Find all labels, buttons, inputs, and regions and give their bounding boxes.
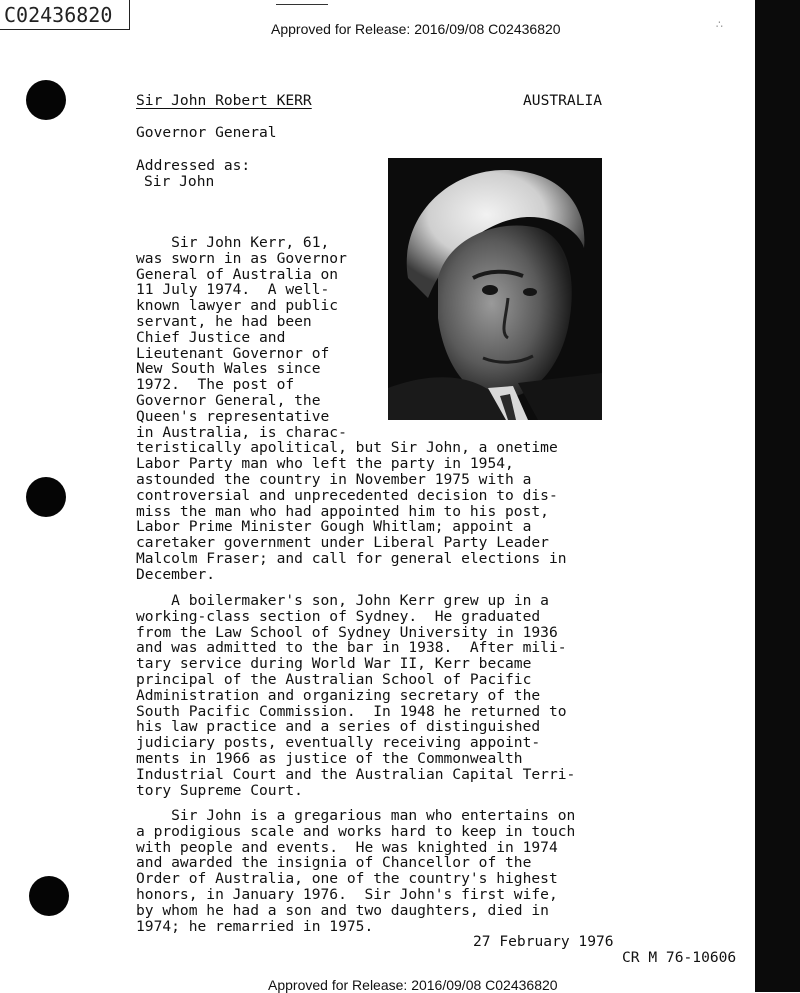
punch-hole-icon [26,80,66,120]
document-reference: CR M 76-10606 [622,949,737,966]
text-line: Malcolm Fraser; and call for general elections in [136,549,567,567]
text-line: with people and events. He was knighted in 1974 [136,838,558,856]
punch-hole-icon [29,876,69,916]
text-line: Industrial Court and the Australian Capital Terri- [136,765,576,783]
text-line: teristically apolitical, but Sir John, a onetime [136,439,558,457]
text-line: Order of Australia, one of the country's highest [136,870,558,888]
text-line: by whom he had a son and two daughters, died in [136,901,549,919]
paragraph-2 [136,593,575,798]
text-line: honors, in January 1976. Sir John's first wife, [136,885,558,903]
text-line: Labor Party man who left the party in 1954, [136,455,514,473]
text-line: ments in 1966 as justice of the Commonwealth [136,749,523,767]
text-line: servant, he had been [136,312,312,330]
text-line: A boilermaker's son, John Kerr grew up in a [136,592,549,609]
scan-mark: ∴ [716,18,723,31]
text-line: astounded the country in November 1975 with a [136,470,532,488]
release-stamp-top: Approved for Release: 2016/09/08 C02436820 [271,21,561,37]
release-stamp-bottom: Approved for Release: 2016/09/08 C02436820 [268,977,558,993]
addressed-as-label: Addressed as: [136,157,251,174]
top-rule [276,4,328,5]
text-line: known lawyer and public [136,297,339,315]
text-line: controversial and unprecedented decision to dis- [136,486,558,504]
document-date: 27 February 1976 [473,933,614,950]
text-line: his law practice and a series of distinguished [136,718,541,736]
text-line: and was admitted to the bar in 1938. After mili- [136,639,567,657]
text-line: tary service during World War II, Kerr became [136,655,532,673]
punch-hole-icon [26,477,66,517]
text-line: was sworn in as Governor [136,249,347,267]
text-line: Administration and organizing secretary of the [136,686,541,704]
text-line: 1974; he remarried in 1975. [136,917,374,935]
text-line: in Australia, is charac- [136,423,347,441]
text-line: General of Australia on [136,265,339,283]
subject-position: Governor General [136,124,277,141]
text-line: miss the man who had appointed him to his post, [136,502,549,520]
subject-country: AUSTRALIA [523,92,603,109]
text-line: New South Wales since [136,360,321,378]
text-line: Sir John is a gregarious man who entertains on [136,807,576,824]
text-line: 11 July 1974. A well- [136,281,330,299]
text-line: from the Law School of Sydney University in 1936 [136,623,558,641]
text-line: and awarded the insignia of Chancellor of the [136,854,532,872]
text-line: 1972. The post of [136,376,295,394]
addressed-as-value: Sir John [144,173,215,190]
document-id: C02436820 [0,0,130,30]
text-line: South Pacific Commission. In 1948 he returned to [136,702,567,720]
text-line: principal of the Australian School of Pacific [136,670,532,688]
text-line: caretaker government under Liberal Party Leader [136,534,549,552]
text-line: Labor Prime Minister Gough Whitlam; appoint a [136,518,532,536]
subject-name: Sir John Robert KERR [136,92,312,109]
text-line: Lieutenant Governor of [136,344,330,362]
text-line: December. [136,565,216,583]
text-line: working-class section of Sydney. He graduated [136,607,541,625]
text-line: Sir John Kerr, 61, [136,234,330,251]
scan-edge-bar [755,0,800,992]
text-line: Queen's representative [136,407,330,425]
text-line: judiciary posts, eventually receiving appoint- [136,734,541,752]
text-line: a prodigious scale and works hard to keep in touch [136,822,576,840]
text-line: tory Supreme Court. [136,781,303,799]
text-line: Governor General, the [136,391,321,409]
paragraph-3 [136,808,575,934]
text-line: Chief Justice and [136,328,286,346]
paragraph-1 [136,235,567,583]
